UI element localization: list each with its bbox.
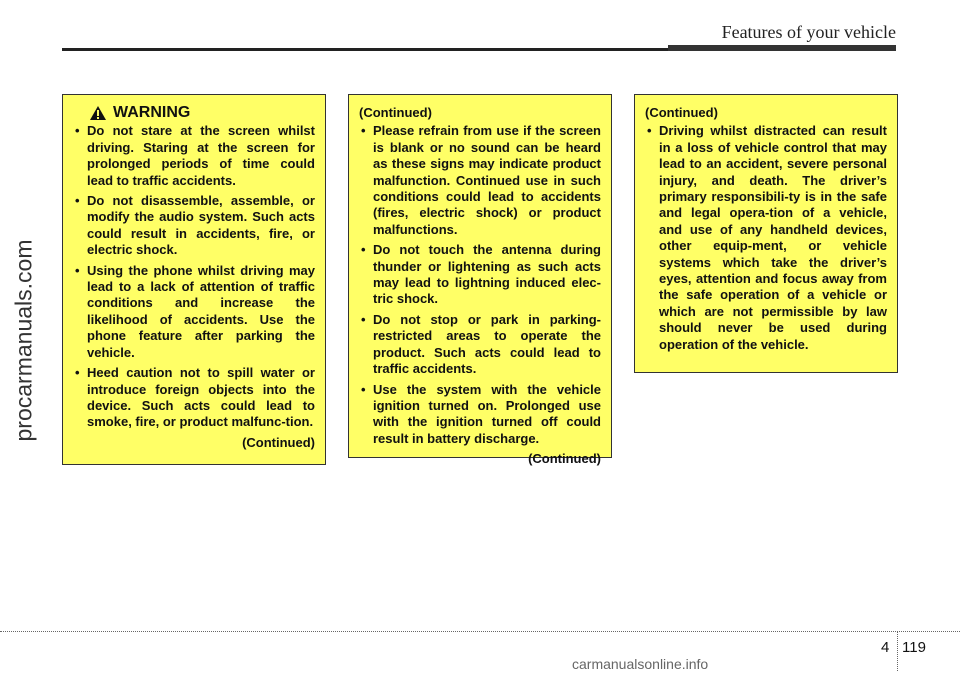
chapter-number: 4 — [881, 639, 890, 656]
bottom-watermark: carmanualsonline.info — [572, 656, 709, 672]
list-item: • Do not stop or park in parking-restricted areas to operate the product. Such acts could lead to traffic accidents. — [359, 312, 601, 378]
list-item: • Do not stare at the screen whilst driving. Staring at the screen for prolonged periods of time could lead to traffic accidents. — [73, 123, 315, 189]
warning-header — [89, 105, 315, 121]
footer-rule — [0, 631, 960, 632]
page-number: 119 — [902, 639, 926, 656]
list-item: • Do not touch the antenna during thunder or lightening as such acts may lead to lightning induced elec-tric shock. — [359, 242, 601, 308]
warning-box-2 — [348, 94, 612, 467]
warning-box-3 — [634, 94, 898, 373]
side-watermark — [2, 225, 46, 455]
header-rule — [62, 48, 896, 51]
list-item: • Use the system with the vehicle ignition turned on. Prolonged use with the ignition turned off could result in battery discharge. — [359, 382, 601, 448]
list-item: • Do not disassemble, assemble, or modify the audio system. Such acts could result in accidents, fire, or electric shock. — [73, 193, 315, 259]
list-item: • Driving whilst distracted can result in a loss of vehicle control that may lead to an accident, severe personal injury, and death. The driver’s primary responsibili-ty is in the safe and legal opera-tion of a vehicle, and use of any handheld devices, other equip-ment, or vehicle systems which take the driver’s eyes, attention and focus away from the safe operation of a vehicle or which are not permissible by law should never be used during operation of the vehicle. — [645, 123, 887, 353]
warning-list-2 — [359, 123, 601, 447]
continued-label: (Continued) — [359, 105, 432, 120]
list-item: • Heed caution not to spill water or introduce foreign objects into the device. Such acts could lead to smoke, fire, or product malfunc-tion. — [73, 365, 315, 431]
continued-label: (Continued) — [242, 434, 315, 450]
list-item: • Using the phone whilst driving may lead to a lack of attention of traffic conditions and increase the likelihood of accidents. Use the phone feature after parking the vehicle. — [73, 263, 315, 361]
warning-list-3 — [645, 123, 887, 353]
continued-label: (Continued) — [528, 451, 601, 467]
warning-box-1 — [62, 94, 326, 465]
page-header-title: Features of your vehicle — [721, 22, 896, 42]
warning-list-1 — [73, 123, 315, 430]
footer-separator — [897, 631, 898, 671]
warning-title: WARNING — [113, 104, 191, 121]
continued-label: (Continued) — [645, 105, 718, 120]
side-watermark-text: procarmanuals.com — [10, 239, 37, 441]
list-item: • Please refrain from use if the screen is blank or no sound can be heard as these signs may indicate product malfunction. Continued use in such conditions could lead to accidents (fires, electric shock) or product malfunctions. — [359, 123, 601, 238]
warning-triangle-icon — [89, 105, 107, 121]
